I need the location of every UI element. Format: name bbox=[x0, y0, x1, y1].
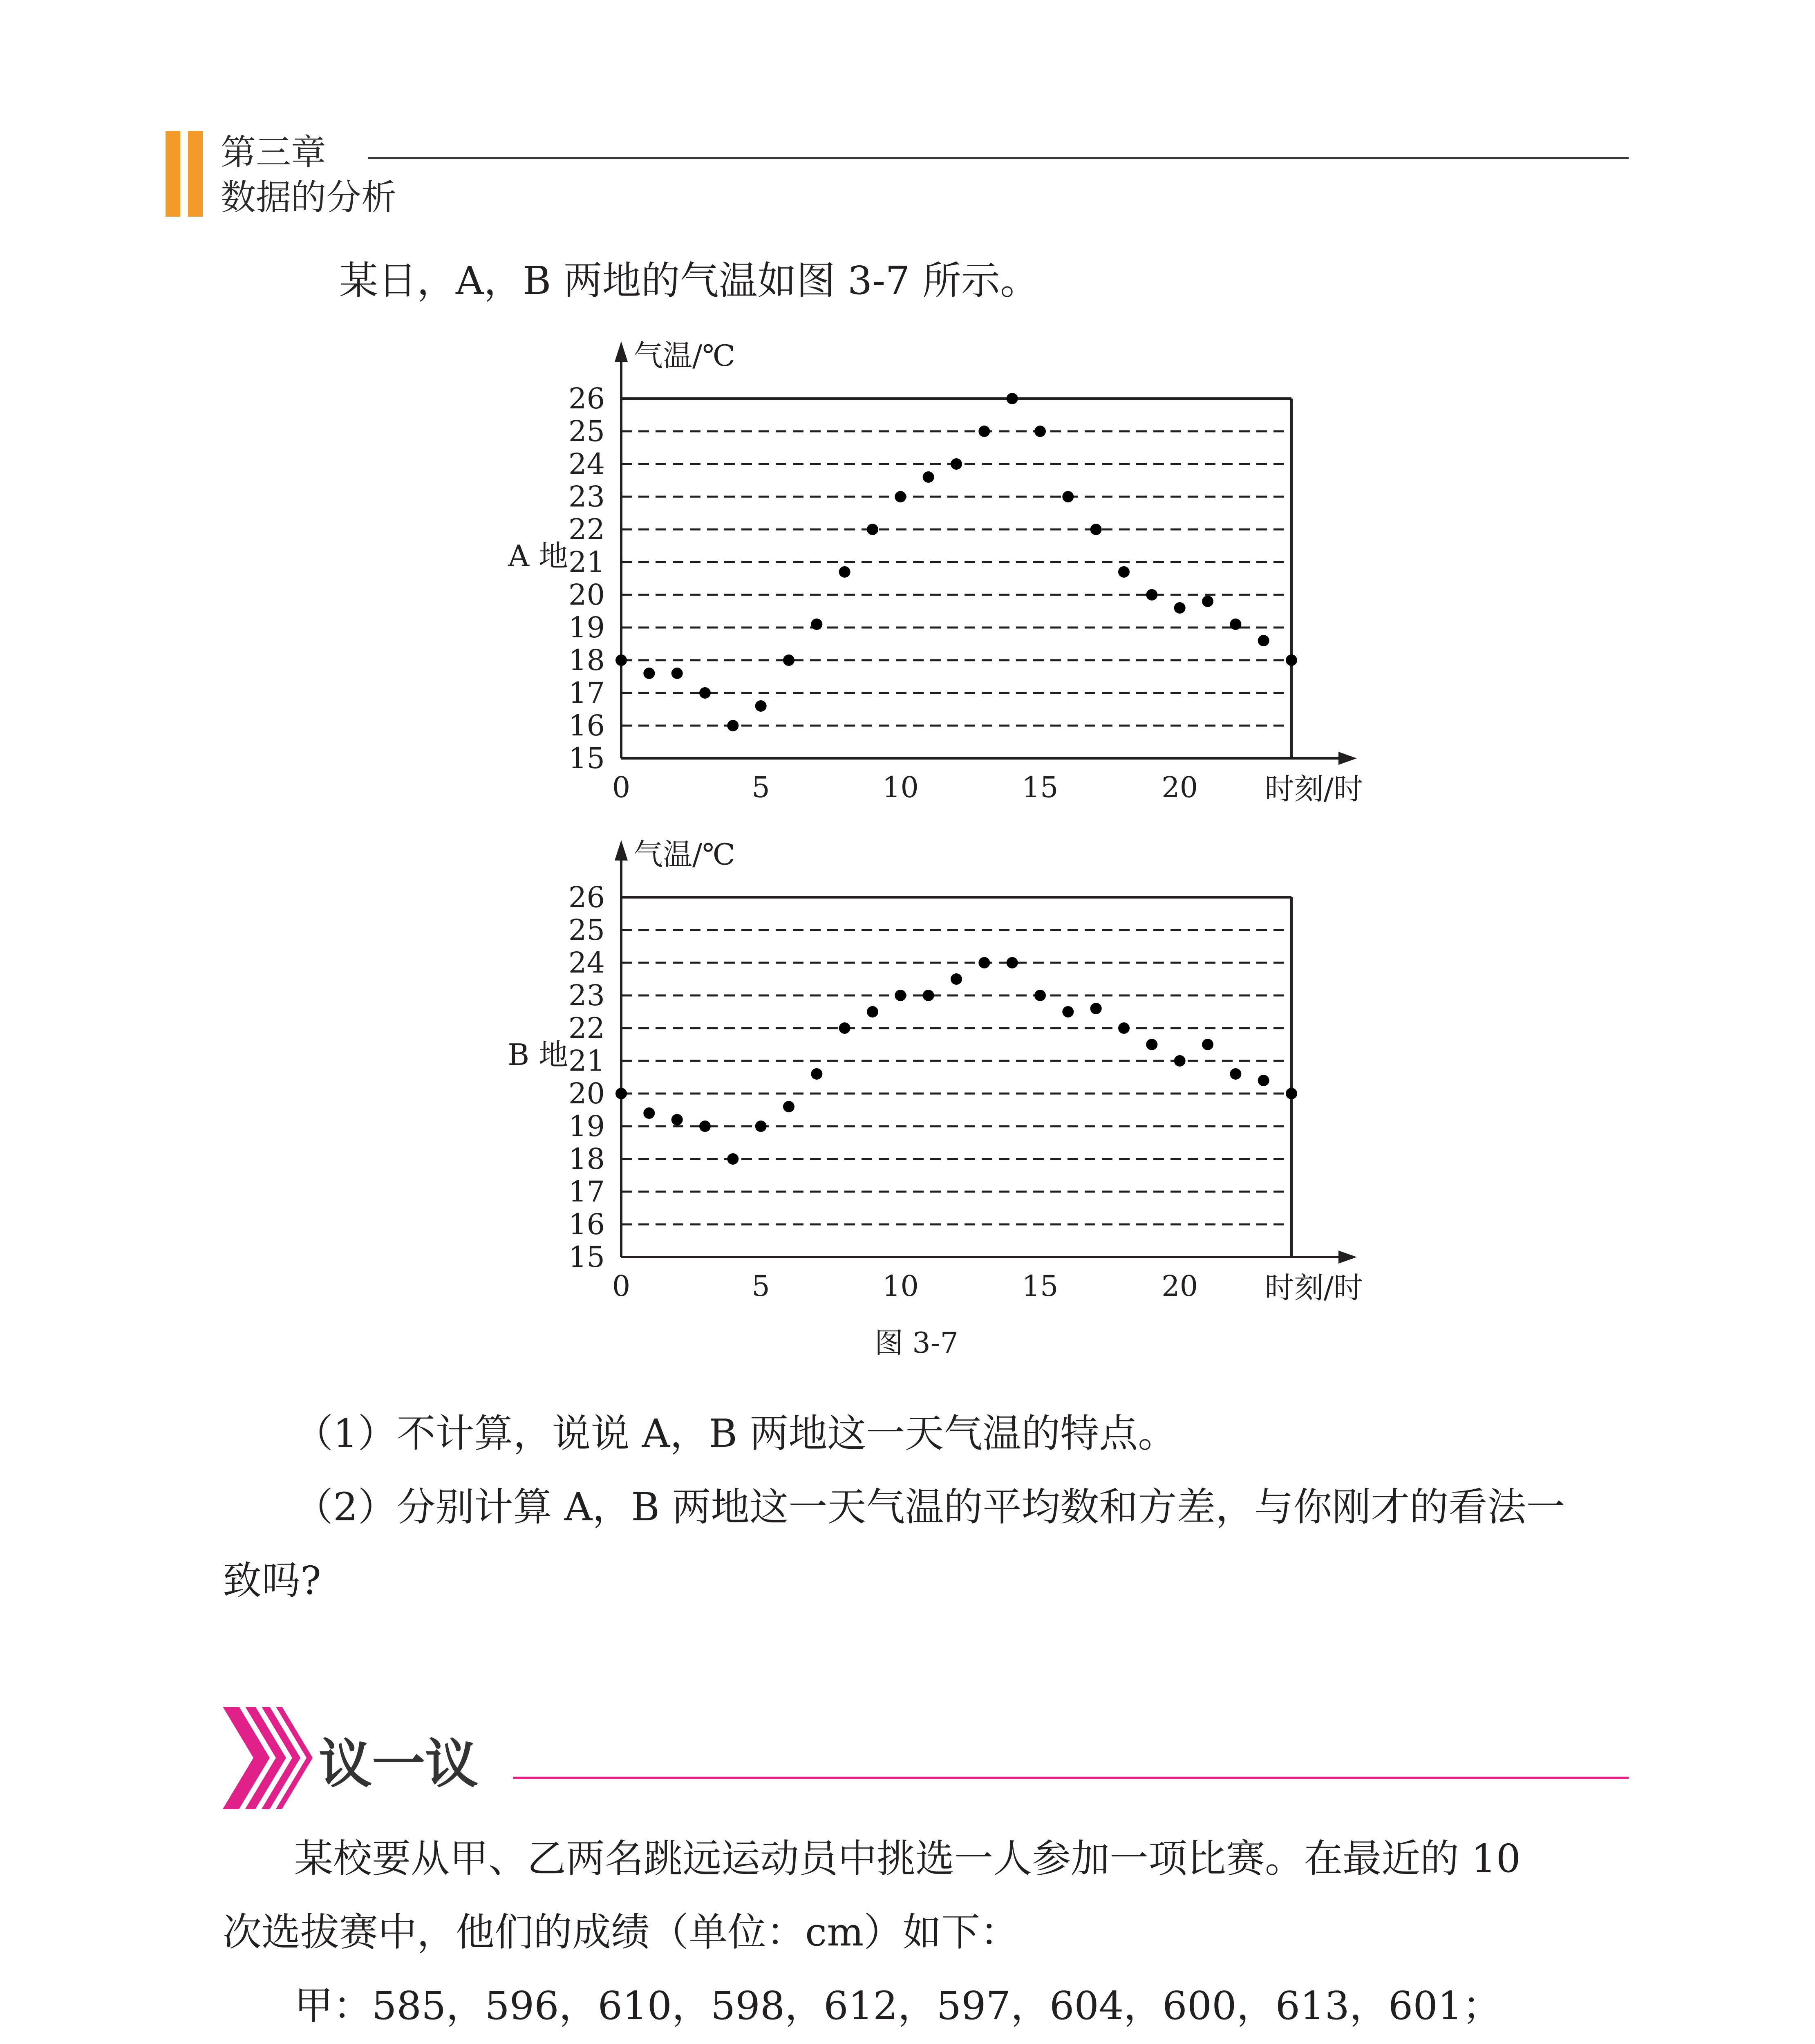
data-point bbox=[1007, 957, 1018, 968]
data-point bbox=[1062, 1006, 1074, 1018]
data-point bbox=[1258, 635, 1269, 646]
x-tick-label: 20 bbox=[1162, 1269, 1198, 1303]
data-point bbox=[1174, 1055, 1186, 1067]
data-point bbox=[699, 687, 711, 699]
section-title: 议一议 bbox=[319, 1733, 479, 1795]
data-point bbox=[978, 426, 990, 437]
question-1-2: （2）分别计算 A，B 两地这一天气温的平均数和方差，与你刚才的看法一 bbox=[294, 1485, 1565, 1530]
x-tick-label: 5 bbox=[752, 771, 770, 804]
problem-line-1: 某校要从甲、乙两名跳远运动员中挑选一人参加一项比赛。在最近的 10 bbox=[294, 1836, 1521, 1881]
data-point bbox=[839, 566, 850, 578]
y-tick-label: 16 bbox=[568, 1208, 605, 1241]
y-tick-label: 17 bbox=[568, 676, 605, 710]
intro-text: 某日，A，B 两地的气温如图 3-7 所示。 bbox=[339, 258, 1039, 303]
data-point bbox=[615, 1088, 627, 1099]
chevrons-icon bbox=[223, 1707, 317, 1809]
y-tick-label: 24 bbox=[568, 946, 605, 979]
data-point bbox=[671, 1114, 683, 1125]
y-tick-label: 26 bbox=[568, 382, 605, 415]
y-tick-label: 25 bbox=[568, 913, 605, 947]
y-tick-label: 24 bbox=[568, 447, 605, 481]
data-point bbox=[671, 668, 683, 679]
question-1-1: （1）不计算，说说 A，B 两地这一天气温的特点。 bbox=[294, 1411, 1177, 1456]
data-point bbox=[867, 524, 878, 535]
y-tick-label: 23 bbox=[568, 480, 605, 513]
y-tick-label: 20 bbox=[568, 1077, 605, 1110]
data-point bbox=[811, 1068, 822, 1080]
data-point bbox=[978, 957, 990, 968]
series-name: B 地 bbox=[508, 1038, 568, 1072]
header-accent-bar-2 bbox=[188, 131, 203, 217]
data-point bbox=[951, 458, 962, 470]
chapter-label: 第三章 bbox=[221, 132, 326, 173]
data-point bbox=[1230, 619, 1241, 630]
question-1-2-cont: 致吗? bbox=[223, 1558, 321, 1603]
data-point bbox=[1090, 524, 1102, 535]
data-point bbox=[1202, 596, 1213, 607]
data-point bbox=[811, 619, 822, 630]
data-point bbox=[727, 720, 739, 731]
data-point bbox=[895, 491, 906, 502]
x-axis-label: 时刻/时 bbox=[1264, 772, 1363, 806]
series-name: A 地 bbox=[508, 539, 568, 573]
data-point bbox=[755, 1121, 767, 1132]
y-tick-label: 15 bbox=[568, 742, 605, 775]
section-rule bbox=[513, 1777, 1629, 1779]
y-tick-label: 19 bbox=[568, 611, 605, 644]
y-tick-label: 17 bbox=[568, 1175, 605, 1208]
x-tick-label: 5 bbox=[752, 1269, 770, 1303]
y-tick-label: 21 bbox=[568, 545, 605, 579]
problem-line-2: 次选拔赛中，他们的成绩（单位：cm）如下： bbox=[223, 1910, 1019, 1955]
x-axis-arrow bbox=[1338, 1251, 1357, 1264]
data-point bbox=[1034, 426, 1046, 437]
header-rule bbox=[368, 157, 1629, 159]
data-point bbox=[1007, 393, 1018, 404]
x-tick-label: 0 bbox=[612, 1269, 631, 1303]
x-tick-label: 10 bbox=[882, 1269, 919, 1303]
x-axis-arrow bbox=[1338, 752, 1357, 765]
y-tick-label: 25 bbox=[568, 415, 605, 448]
y-axis-arrow bbox=[615, 840, 628, 861]
y-tick-label: 26 bbox=[568, 881, 605, 914]
x-tick-label: 0 bbox=[612, 771, 631, 804]
data-point bbox=[643, 668, 655, 679]
data-point bbox=[1146, 1039, 1157, 1050]
data-point bbox=[1090, 1003, 1102, 1014]
chart-b bbox=[482, 826, 1381, 1325]
y-tick-label: 21 bbox=[568, 1044, 605, 1078]
y-axis-arrow bbox=[615, 341, 628, 362]
data-point bbox=[1258, 1075, 1269, 1086]
data-point bbox=[783, 654, 794, 666]
y-axis-label: 气温/℃ bbox=[633, 338, 735, 373]
data-point bbox=[1034, 990, 1046, 1001]
chart-a bbox=[482, 327, 1381, 826]
y-tick-label: 22 bbox=[568, 1011, 605, 1045]
data-point bbox=[643, 1107, 655, 1119]
x-tick-label: 15 bbox=[1022, 1269, 1059, 1303]
x-tick-label: 20 bbox=[1162, 771, 1198, 804]
problem-data-jia: 甲：585，596，610，598，612，597，604，600，613，601； bbox=[294, 1983, 1502, 2028]
data-point bbox=[867, 1006, 878, 1018]
y-tick-label: 22 bbox=[568, 513, 605, 546]
y-tick-label: 18 bbox=[568, 643, 605, 677]
y-tick-label: 23 bbox=[568, 979, 605, 1012]
data-point bbox=[895, 990, 906, 1001]
data-point bbox=[1062, 491, 1074, 502]
data-point bbox=[727, 1153, 739, 1165]
y-tick-label: 16 bbox=[568, 709, 605, 742]
data-point bbox=[783, 1101, 794, 1112]
data-point bbox=[923, 990, 934, 1001]
data-point bbox=[1286, 1088, 1297, 1099]
y-tick-label: 19 bbox=[568, 1109, 605, 1143]
data-point bbox=[1286, 654, 1297, 666]
x-tick-label: 15 bbox=[1022, 771, 1059, 804]
header-accent-bar-1 bbox=[166, 131, 180, 217]
y-tick-label: 15 bbox=[568, 1240, 605, 1274]
data-point bbox=[755, 700, 767, 712]
data-point bbox=[699, 1121, 711, 1132]
figure-caption: 图 3-7 bbox=[875, 1326, 958, 1360]
data-point bbox=[951, 973, 962, 985]
data-point bbox=[923, 471, 934, 483]
data-point bbox=[1118, 566, 1130, 578]
x-axis-label: 时刻/时 bbox=[1264, 1271, 1363, 1305]
data-point bbox=[1174, 602, 1186, 614]
y-tick-label: 18 bbox=[568, 1142, 605, 1176]
data-point bbox=[1202, 1039, 1213, 1050]
data-point bbox=[839, 1022, 850, 1034]
data-point bbox=[1230, 1068, 1241, 1080]
y-axis-label: 气温/℃ bbox=[633, 837, 735, 872]
data-point bbox=[615, 654, 627, 666]
chapter-title: 数据的分析 bbox=[221, 177, 396, 218]
y-tick-label: 20 bbox=[568, 578, 605, 612]
x-tick-label: 10 bbox=[882, 771, 919, 804]
data-point bbox=[1118, 1022, 1130, 1034]
data-point bbox=[1146, 589, 1157, 601]
